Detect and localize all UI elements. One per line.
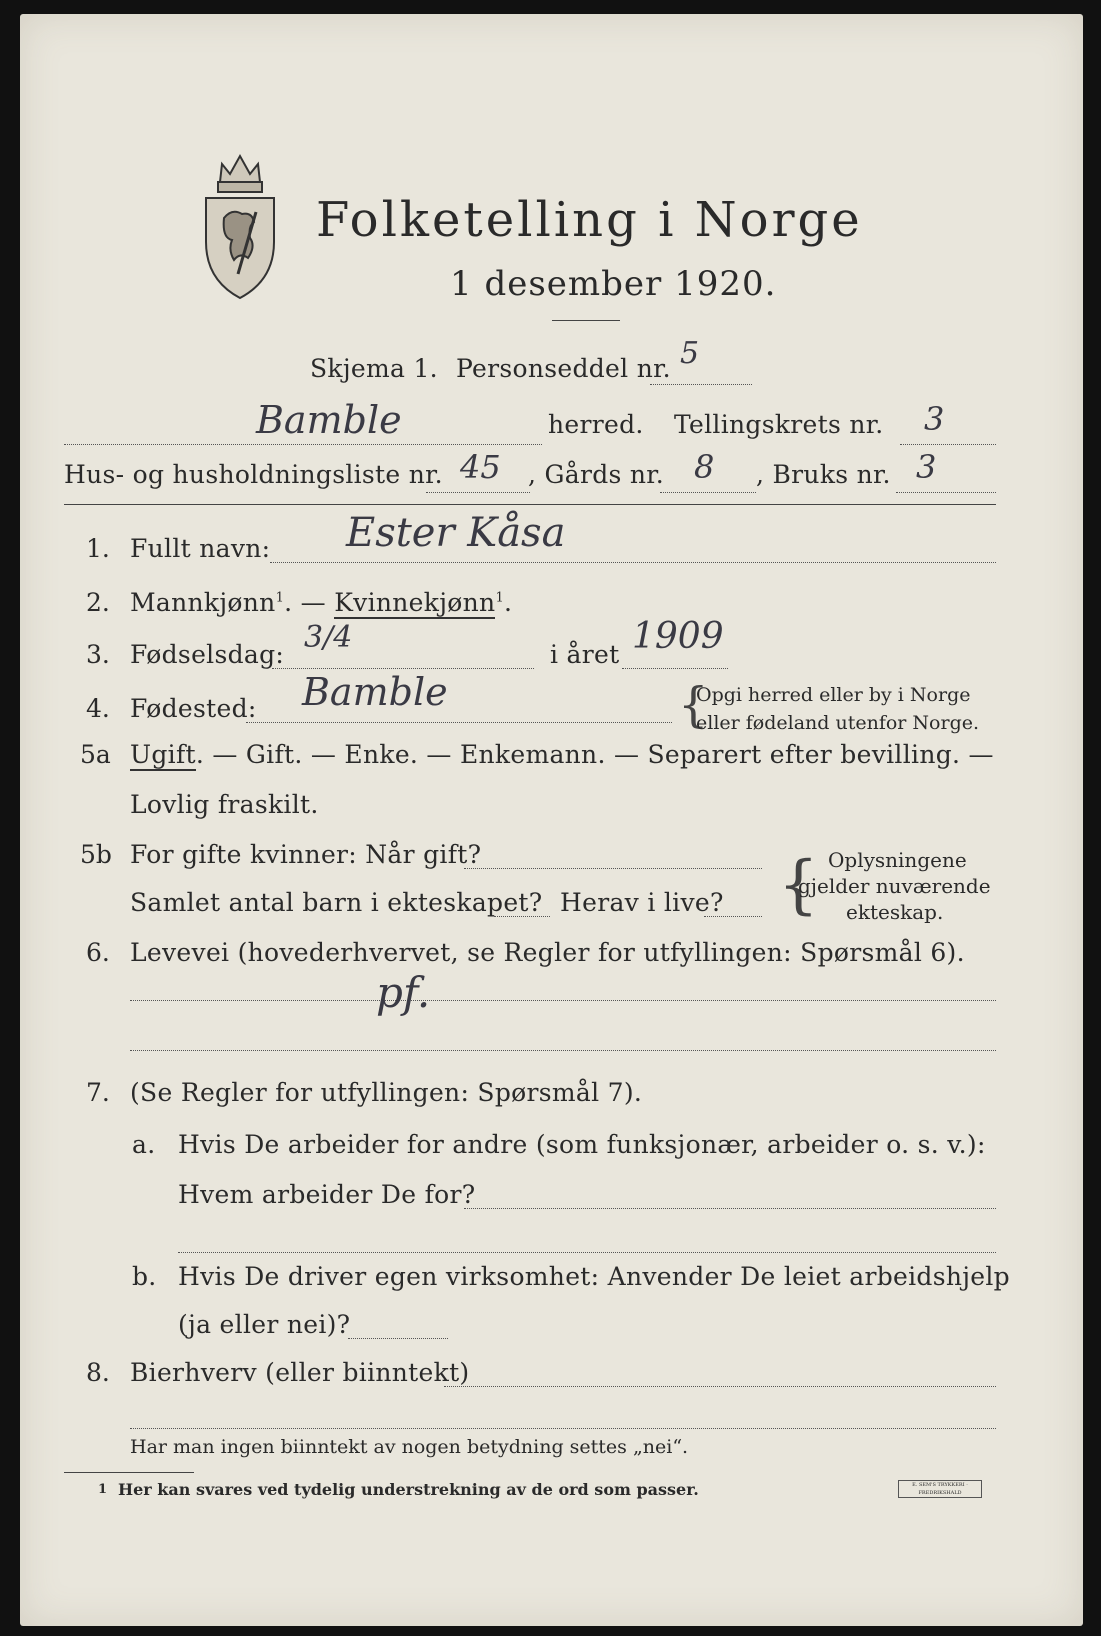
q8-label: Bierhverv (eller biinntekt) [130,1358,470,1387]
q5b-children-line [494,916,550,917]
q4-birthplace: Bamble [302,670,448,714]
q5b-note-1: Oplysningene [828,848,967,872]
q6-number: 6. [86,938,110,967]
q7a-letter: a. [132,1130,156,1159]
herred-value: Bamble [256,398,402,442]
q2-male: Mannkjønn [130,588,276,617]
personseddel-label: Personseddel nr. [456,354,671,383]
footnote-mark: 1 [98,1482,108,1497]
q2-end: . [504,588,513,617]
q7b-text: Hvis De driver egen virksomhet: Anvender De leiet arbeidshjelp [178,1262,1010,1291]
tellingskrets-line [900,444,996,445]
q2-number: 2. [86,588,110,617]
q8-line-1 [444,1386,996,1387]
gards-label: , Gårds nr. [528,460,665,489]
q1-label: Fullt navn: [130,534,271,563]
personseddel-value: 5 [680,336,700,371]
q8-line-2 [130,1428,996,1429]
norway-coat-of-arms-icon [198,142,282,302]
q6-line-1 [130,1000,996,1001]
husliste-label: Hus- og husholdningsliste nr. [64,460,443,489]
header-rule [64,504,996,505]
q6-label: Levevei (hovederhvervet, se Regler for utfyllingen: Spørsmål 6). [130,938,965,967]
q7a-text: Hvis De arbeider for andre (som funksjonær, arbeider o. s. v.): [178,1130,986,1159]
gards-value: 8 [694,448,715,486]
q3-year-line [622,668,728,669]
q6-line-2 [130,1050,996,1051]
q7-label: (Se Regler for utfyllingen: Spørsmål 7). [130,1078,643,1107]
tellingskrets-value: 3 [924,400,945,438]
q5b-alive-line [704,916,762,917]
census-form-page [20,14,1083,1626]
q7-number: 7. [86,1078,110,1107]
q7a-text-2: Hvem arbeider De for? [178,1180,476,1209]
q2-female-underlined: Kvinnekjønn [334,588,496,617]
q5b-when-line [464,868,762,869]
herred-label: herred. [548,410,644,439]
q1-full-name: Ester Kåsa [346,510,566,556]
biinntekt-note: Har man ingen biinntekt av nogen betydning settes „nei“. [130,1436,689,1458]
q3-number: 3. [86,640,110,669]
q3-year-label: i året [550,640,620,669]
q5a-line2: Lovlig fraskilt. [130,790,319,819]
q7b-line [348,1338,448,1339]
form-title: Folketelling i Norge [316,192,863,248]
form-date: 1 desember 1920. [450,264,777,304]
q5a-options [130,740,994,769]
q8-number: 8. [86,1358,110,1387]
bruks-label: , Bruks nr. [756,460,891,489]
skjema-label: Skjema 1. [310,354,438,383]
tellingskrets-label: Tellingskrets nr. [674,410,884,439]
q5b-brace: { [778,848,819,922]
q2-sep: . — [284,588,326,617]
q7a-line-2 [178,1252,996,1253]
gards-line [660,492,756,493]
herred-line [64,444,542,445]
q4-note-2: eller fødeland utenfor Norge. [696,712,980,734]
q5b-label-1: For gifte kvinner: Når gift? [130,840,482,869]
title-divider [552,320,620,321]
q7a-line-1 [464,1208,996,1209]
q7b-text-2: (ja eller nei)? [178,1310,351,1339]
q5b-note-3: ekteskap. [846,900,944,924]
q1-line [270,562,996,563]
q5b-note-2: gjelder nuværende [798,874,991,898]
q5b-label-3: Herav i live? [560,888,724,917]
footnote-rule [64,1472,194,1473]
q3-day-line [272,668,534,669]
q5b-number: 5b [80,840,112,869]
printer-stamp: E. SEM'S TRYKKERI · FREDRIKSHALD [898,1480,982,1498]
q2-options: Mannkjønn$^1$. — Kvinnekjønn$^1$. [130,588,513,617]
personseddel-line [650,384,752,385]
q3-year-value: 1909 [632,616,724,657]
q4-label: Fødested: [130,694,257,723]
husliste-line [426,492,530,493]
q5b-label-2: Samlet antal barn i ekteskapet? [130,888,543,917]
q4-number: 4. [86,694,110,723]
q6-occupation: pf. [376,968,431,1017]
q1-number: 1. [86,534,110,563]
bruks-value: 3 [916,448,937,486]
q5a-ugift-underlined: Ugift [130,740,196,769]
q4-brace: { [678,677,709,733]
q3-day-value: 3/4 [304,620,353,655]
q7b-letter: b. [132,1262,157,1291]
q4-line [246,722,672,723]
bruks-line [896,492,996,493]
husliste-value: 45 [460,448,501,486]
q3-label: Fødselsdag: [130,640,285,669]
footnote-text: Her kan svares ved tydelig understrekning av de ord som passer. [118,1480,699,1499]
q5a-rest: . — Gift. — Enke. — Enkemann. — Separert efter bevilling. — [195,740,994,769]
q5a-number: 5a [80,740,111,769]
q4-note-1: Opgi herred eller by i Norge [696,684,971,706]
